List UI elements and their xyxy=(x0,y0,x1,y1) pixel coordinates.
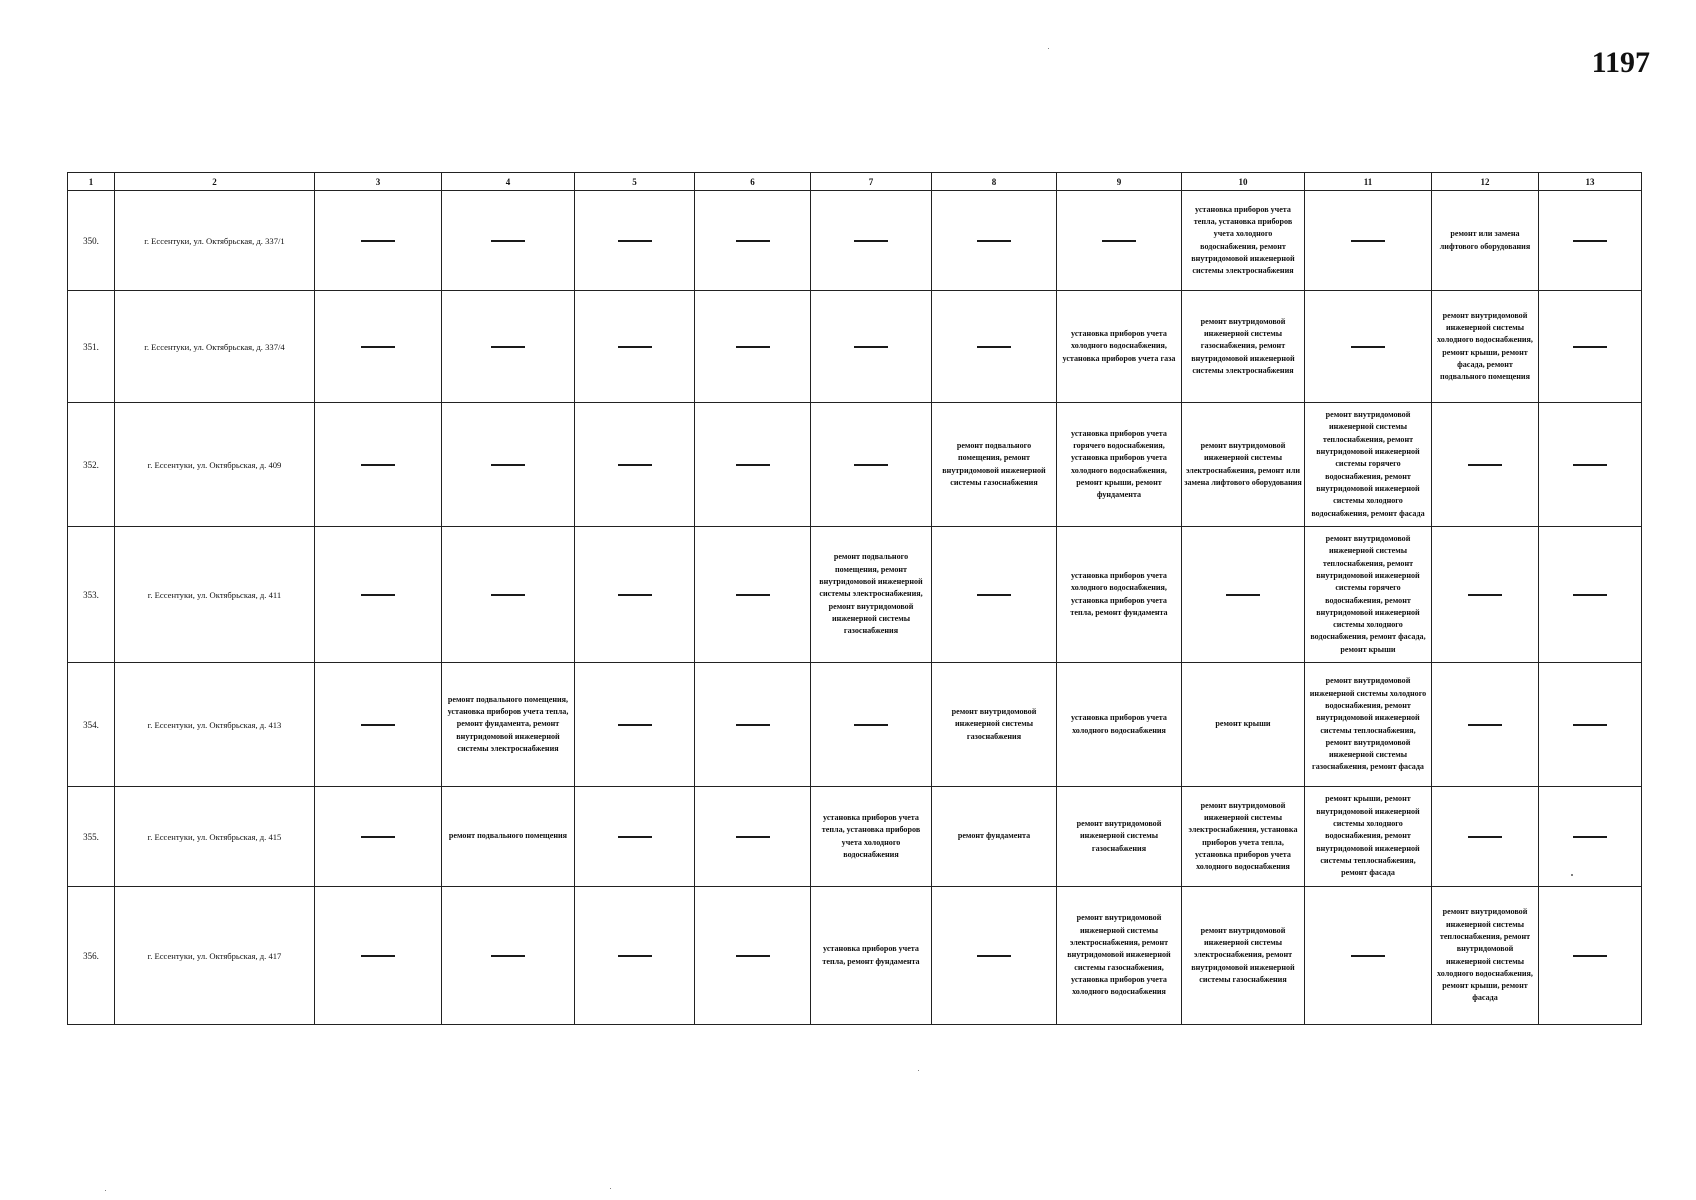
address-cell: г. Ессентуки, ул. Октябрьская, д. 337/1 xyxy=(115,191,315,291)
dash-mark xyxy=(736,464,770,466)
table-row xyxy=(68,527,1642,663)
empty-cell xyxy=(1432,663,1539,787)
address-cell: г. Ессентуки, ул. Октябрьская, д. 411 xyxy=(115,527,315,663)
dash-mark xyxy=(361,724,395,726)
empty-cell xyxy=(695,191,811,291)
empty-cell xyxy=(695,291,811,403)
scan-speck xyxy=(1571,874,1573,876)
dash-mark xyxy=(618,724,652,726)
dash-mark xyxy=(491,955,525,957)
empty-cell xyxy=(811,191,932,291)
empty-cell xyxy=(575,191,695,291)
address-cell: г. Ессентуки, ул. Октябрьская, д. 409 xyxy=(115,403,315,527)
row-number: 351. xyxy=(68,291,115,403)
empty-cell xyxy=(575,787,695,887)
work-description-cell: ремонт фундамента xyxy=(932,787,1057,887)
scan-speck xyxy=(1048,48,1049,49)
empty-cell xyxy=(442,403,575,527)
dash-mark xyxy=(618,240,652,242)
dash-mark xyxy=(361,955,395,957)
dash-mark xyxy=(1351,240,1385,242)
dash-mark xyxy=(1468,836,1502,838)
dash-mark xyxy=(361,464,395,466)
dash-mark xyxy=(977,594,1011,596)
empty-cell xyxy=(1432,787,1539,887)
empty-cell xyxy=(442,527,575,663)
empty-cell xyxy=(575,527,695,663)
empty-cell xyxy=(695,663,811,787)
column-header: 5 xyxy=(575,173,695,191)
dash-mark xyxy=(1468,594,1502,596)
row-number: 355. xyxy=(68,787,115,887)
empty-cell xyxy=(1057,191,1182,291)
empty-cell xyxy=(1432,527,1539,663)
column-header: 10 xyxy=(1182,173,1305,191)
empty-cell xyxy=(932,291,1057,403)
work-description-cell: установка приборов учета горячего водоснабжения, установка приборов учета холодного водоснабжения, ремонт крыши, ремонт фундамента xyxy=(1057,403,1182,527)
empty-cell xyxy=(932,191,1057,291)
scan-speck xyxy=(105,1190,106,1191)
dash-mark xyxy=(736,955,770,957)
dash-mark xyxy=(977,955,1011,957)
table-row xyxy=(68,191,1642,291)
empty-cell xyxy=(315,887,442,1025)
column-header: 4 xyxy=(442,173,575,191)
address-cell: г. Ессентуки, ул. Октябрьская, д. 415 xyxy=(115,787,315,887)
empty-cell xyxy=(442,191,575,291)
empty-cell xyxy=(811,291,932,403)
work-description-cell: ремонт внутридомовой инженерной системы электроснабжения, установка приборов учета тепла, установка приборов учета холодного водоснабжения xyxy=(1182,787,1305,887)
empty-cell xyxy=(575,291,695,403)
work-description-cell: ремонт подвального помещения, ремонт внутридомовой инженерной системы электроснабжения, ремонт внутридомовой инженерной системы газоснабжения xyxy=(811,527,932,663)
dash-mark xyxy=(618,346,652,348)
dash-mark xyxy=(1573,346,1607,348)
column-header: 9 xyxy=(1057,173,1182,191)
empty-cell xyxy=(1539,191,1642,291)
dash-mark xyxy=(1468,464,1502,466)
work-description-cell: ремонт внутридомовой инженерной системы теплоснабжения, ремонт внутридомовой инженерной системы холодного водоснабжения, ремонт крыши, ремонт фасада xyxy=(1432,887,1539,1025)
work-description-cell: ремонт внутридомовой инженерной системы газоснабжения, ремонт внутридомовой инженерной системы электроснабжения xyxy=(1182,291,1305,403)
dash-mark xyxy=(1573,724,1607,726)
work-description-cell: ремонт внутридомовой инженерной системы газоснабжения xyxy=(1057,787,1182,887)
dash-mark xyxy=(1351,955,1385,957)
work-description-cell: ремонт внутридомовой инженерной системы электроснабжения, ремонт внутридомовой инженерной системы газоснабжения, установка приборов учета холодного водоснабжения xyxy=(1057,887,1182,1025)
dash-mark xyxy=(854,724,888,726)
column-number-row xyxy=(68,173,1642,191)
empty-cell xyxy=(315,191,442,291)
dash-mark xyxy=(736,594,770,596)
empty-cell xyxy=(932,527,1057,663)
table-row xyxy=(68,403,1642,527)
empty-cell xyxy=(695,887,811,1025)
column-header: 6 xyxy=(695,173,811,191)
work-description-cell: ремонт внутридомовой инженерной системы холодного водоснабжения, ремонт крыши, ремонт фасада, ремонт подвального помещения xyxy=(1432,291,1539,403)
empty-cell xyxy=(575,663,695,787)
work-description-cell: ремонт внутридомовой инженерной системы электроснабжения, ремонт внутридомовой инженерной системы газоснабжения xyxy=(1182,887,1305,1025)
column-header: 7 xyxy=(811,173,932,191)
empty-cell xyxy=(811,663,932,787)
dash-mark xyxy=(618,594,652,596)
dash-mark xyxy=(736,240,770,242)
work-description-cell: установка приборов учета тепла, установка приборов учета холодного водоснабжения xyxy=(811,787,932,887)
dash-mark xyxy=(1226,594,1260,596)
dash-mark xyxy=(977,346,1011,348)
empty-cell xyxy=(1305,191,1432,291)
empty-cell xyxy=(315,663,442,787)
empty-cell xyxy=(1539,527,1642,663)
empty-cell xyxy=(315,403,442,527)
dash-mark xyxy=(1573,836,1607,838)
dash-mark xyxy=(1573,464,1607,466)
repair-schedule-table xyxy=(67,172,1642,1025)
row-number: 350. xyxy=(68,191,115,291)
empty-cell xyxy=(1182,527,1305,663)
row-number: 352. xyxy=(68,403,115,527)
empty-cell xyxy=(1305,887,1432,1025)
dash-mark xyxy=(1573,240,1607,242)
dash-mark xyxy=(361,346,395,348)
column-header: 2 xyxy=(115,173,315,191)
scan-speck xyxy=(918,1070,919,1071)
dash-mark xyxy=(854,240,888,242)
empty-cell xyxy=(811,403,932,527)
row-number: 353. xyxy=(68,527,115,663)
dash-mark xyxy=(491,464,525,466)
empty-cell xyxy=(695,403,811,527)
address-cell: г. Ессентуки, ул. Октябрьская, д. 417 xyxy=(115,887,315,1025)
column-header: 11 xyxy=(1305,173,1432,191)
page-number: 1197 xyxy=(1591,46,1650,79)
empty-cell xyxy=(1539,403,1642,527)
empty-cell xyxy=(1305,291,1432,403)
work-description-cell: ремонт крыши xyxy=(1182,663,1305,787)
empty-cell xyxy=(315,787,442,887)
dash-mark xyxy=(491,346,525,348)
empty-cell xyxy=(695,787,811,887)
empty-cell xyxy=(575,887,695,1025)
empty-cell xyxy=(1539,291,1642,403)
column-header: 1 xyxy=(68,173,115,191)
empty-cell xyxy=(932,887,1057,1025)
dash-mark xyxy=(1351,346,1385,348)
dash-mark xyxy=(736,836,770,838)
work-description-cell: установка приборов учета тепла, установка приборов учета холодного водоснабжения, ремонт внутридомовой инженерной системы электроснабжения xyxy=(1182,191,1305,291)
work-description-cell: ремонт внутридомовой инженерной системы теплоснабжения, ремонт внутридомовой инженерной системы горячего водоснабжения, ремонт внутридомовой инженерной системы холодного водоснабжения, ремонт фасада xyxy=(1305,403,1432,527)
empty-cell xyxy=(1539,787,1642,887)
dash-mark xyxy=(736,724,770,726)
work-description-cell: ремонт внутридомовой инженерной системы электроснабжения, ремонт или замена лифтового оборудования xyxy=(1182,403,1305,527)
dash-mark xyxy=(736,346,770,348)
work-description-cell: установка приборов учета холодного водоснабжения xyxy=(1057,663,1182,787)
work-description-cell: установка приборов учета холодного водоснабжения, установка приборов учета газа xyxy=(1057,291,1182,403)
address-cell: г. Ессентуки, ул. Октябрьская, д. 337/4 xyxy=(115,291,315,403)
work-description-cell: установка приборов учета холодного водоснабжения, установка приборов учета тепла, ремонт фундамента xyxy=(1057,527,1182,663)
row-number: 356. xyxy=(68,887,115,1025)
dash-mark xyxy=(1573,594,1607,596)
dash-mark xyxy=(854,464,888,466)
dash-mark xyxy=(1573,955,1607,957)
column-header: 3 xyxy=(315,173,442,191)
dash-mark xyxy=(1102,240,1136,242)
table-row xyxy=(68,663,1642,787)
dash-mark xyxy=(491,594,525,596)
table-row xyxy=(68,787,1642,887)
empty-cell xyxy=(1432,403,1539,527)
dash-mark xyxy=(361,594,395,596)
dash-mark xyxy=(1468,724,1502,726)
empty-cell xyxy=(575,403,695,527)
table-row xyxy=(68,291,1642,403)
work-description-cell: ремонт или замена лифтового оборудования xyxy=(1432,191,1539,291)
dash-mark xyxy=(854,346,888,348)
dash-mark xyxy=(618,464,652,466)
work-description-cell: установка приборов учета тепла, ремонт фундамента xyxy=(811,887,932,1025)
dash-mark xyxy=(618,836,652,838)
empty-cell xyxy=(442,291,575,403)
dash-mark xyxy=(361,836,395,838)
empty-cell xyxy=(1539,887,1642,1025)
column-header: 13 xyxy=(1539,173,1642,191)
work-description-cell: ремонт внутридомовой инженерной системы газоснабжения xyxy=(932,663,1057,787)
column-header: 12 xyxy=(1432,173,1539,191)
work-description-cell: ремонт подвального помещения, установка приборов учета тепла, ремонт фундамента, ремонт внутридомовой инженерной системы электроснабжения xyxy=(442,663,575,787)
work-description-cell: ремонт внутридомовой инженерной системы холодного водоснабжения, ремонт внутридомовой инженерной системы теплоснабжения, ремонт внутридомовой инженерной системы газоснабжения, ремонт фасада xyxy=(1305,663,1432,787)
dash-mark xyxy=(618,955,652,957)
empty-cell xyxy=(315,291,442,403)
row-number: 354. xyxy=(68,663,115,787)
dash-mark xyxy=(491,240,525,242)
empty-cell xyxy=(442,887,575,1025)
work-description-cell: ремонт подвального помещения, ремонт внутридомовой инженерной системы газоснабжения xyxy=(932,403,1057,527)
scan-speck xyxy=(610,1188,611,1189)
work-description-cell: ремонт крыши, ремонт внутридомовой инженерной системы холодного водоснабжения, ремонт внутридомовой инженерной системы теплоснабжения, ремонт фасада xyxy=(1305,787,1432,887)
empty-cell xyxy=(695,527,811,663)
dash-mark xyxy=(977,240,1011,242)
empty-cell xyxy=(315,527,442,663)
empty-cell xyxy=(1539,663,1642,787)
work-description-cell: ремонт подвального помещения xyxy=(442,787,575,887)
table-row xyxy=(68,887,1642,1025)
column-header: 8 xyxy=(932,173,1057,191)
dash-mark xyxy=(361,240,395,242)
address-cell: г. Ессентуки, ул. Октябрьская, д. 413 xyxy=(115,663,315,787)
work-description-cell: ремонт внутридомовой инженерной системы теплоснабжения, ремонт внутридомовой инженерной системы горячего водоснабжения, ремонт внутридомовой инженерной системы холодного водоснабжения, ремонт фасада, ремонт крыши xyxy=(1305,527,1432,663)
